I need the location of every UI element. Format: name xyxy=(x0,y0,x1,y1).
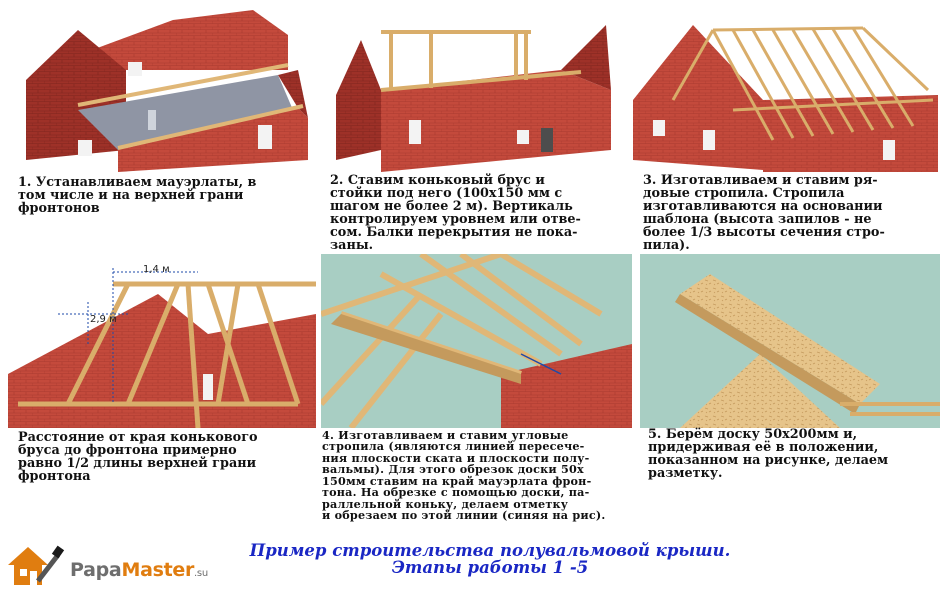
logo-text-domain: .su xyxy=(194,568,208,579)
page-title-line-2: Этапы работы 1 -5 xyxy=(391,558,589,578)
gable-distance-caption: Расстояние от края конькового бруса до фронтона примерно равно 1/2 длины верхней грани фронтона xyxy=(18,430,258,485)
step-2-caption: 2. Ставим коньковый брус и стойки под него (100х150 мм с шагом не более 2 м). Вертикаль контролируем уровнем или отве- сом. Балки перекрытия не пока- заны. xyxy=(330,173,581,254)
page-title xyxy=(130,542,850,577)
illustration-step-2 xyxy=(321,0,623,172)
step-5-caption: 5. Берём доску 50х200мм и, придерживая её в положении, показанном на рисунке, делаем разметку. xyxy=(648,427,889,482)
dimension-label-gable: 2,9 м xyxy=(90,314,117,325)
illustration-step-5 xyxy=(640,254,940,428)
step-4-caption: 4. Изготавливаем и ставим угловые стропила (являются линией пересече- ния плоскости ската и плоскости полу- вальмы). Для этого обрезок доски 50х 150мм ставим на край мауэрлата фрон- тона. На обрезке с помощью доски, па- раллельной коньку, делаем отметку и обрезаем по этой линии (синяя на рис). xyxy=(322,428,606,522)
dimension-label-ridge: 1,4 м xyxy=(143,264,170,275)
illustration-gable-distance xyxy=(8,254,316,428)
logo-text-papa: Papa xyxy=(70,559,122,581)
illustration-step-3 xyxy=(633,0,943,172)
illustration-step-1 xyxy=(8,0,310,172)
logo-text-master: Master xyxy=(121,559,195,581)
illustration-step-4 xyxy=(321,254,632,428)
step-1-caption: 1. Устанавливаем мауэрлаты, в том числе и на верхней грани фронтонов xyxy=(18,175,257,217)
step-3-caption: 3. Изготавливаем и ставим ря- довые стропила. Стропила изготавливаются на основании шаблона (высота запилов - не более 1/3 высоты сечения стро- пила). xyxy=(643,173,885,254)
house-with-brush-icon xyxy=(4,541,66,589)
page-title-line-1: Пример строительства полувальмовой крыши. xyxy=(249,541,731,560)
